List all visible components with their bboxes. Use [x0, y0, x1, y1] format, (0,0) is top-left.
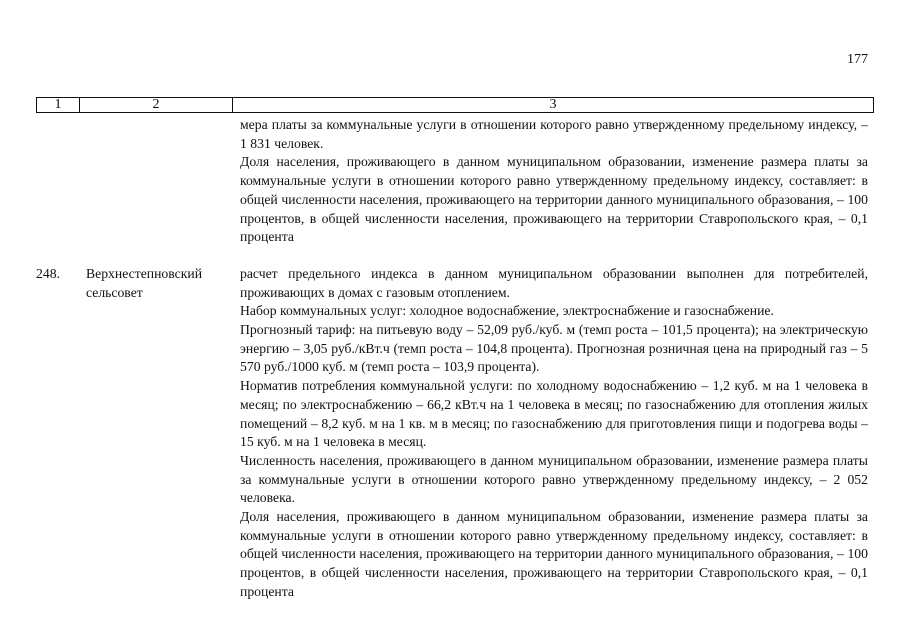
column-header-table [36, 97, 874, 113]
continued-entry-text-cell [240, 116, 868, 247]
entry-paragraph: Численность населения, проживающего в данном муниципальном образовании, изменение размера платы за коммунальные услуги в отношении которого равно утвержденному предельному индексу, – 2 052 человека. [240, 452, 868, 506]
entry-paragraph: Прогнозный тариф: на питьевую воду – 52,09 руб./куб. м (темп роста – 101,5 процента); на электрическую энергию – 3,05 руб./кВт.ч (темп роста – 104,8 процента). Прогнозная розничная цена на природный газ – 5 570 руб./1000 куб. м (темп роста – 103,9 процента). [240, 322, 868, 375]
entry-name-cell [86, 265, 240, 602]
continued-entry-paragraph: мера платы за коммунальные услуги в отношении которого равно утвержденному предельному индексу, – 1 831 человек. [240, 117, 868, 151]
column-header-row [37, 98, 874, 113]
continued-entry-paragraph: Доля населения, проживающего в данном муниципальном образовании, изменение размера платы за коммунальные услуги в отношении которого равно утвержденному предельному индексу, составляет: в общей численности населения, проживающего на территории данного муниципального образования, – 100 процентов, в общей численности населения, проживающего на территории Ставропольского края, – 0,1 процента [240, 154, 868, 245]
entry-name: Верхнестепновский сельсовет [86, 265, 203, 300]
continued-entry-name-cell [86, 116, 240, 247]
continued-entry-row [36, 116, 872, 247]
column-header-1: 1 [37, 98, 80, 113]
column-header-3: 3 [233, 98, 874, 113]
page-number: 177 [847, 52, 868, 67]
entry-paragraph: Доля населения, проживающего в данном муниципальном образовании, изменение размера платы за коммунальные услуги в отношении которого равно утвержденному предельному индексу, составляет: в общей численности населения, проживающего на территории данного муниципального образования, – 100 процентов, в общей численности населения, проживающего на территории Ставропольского края, – 0,1 процента [240, 509, 868, 599]
entry-paragraph: Норматив потребления коммунальной услуги: по холодному водоснабжению – 1,2 куб. м на 1 человека в месяц; по электроснабжению – 66,2 кВт.ч на 1 человека в месяц; по газоснабжению для отопления жилых помещений – 8,2 куб. м на 1 кв. м в месяц; по газоснабжению для приготовления пищи и подогрева воды – 15 куб. м на 1 человека в месяц. [240, 378, 868, 450]
entry-row-248 [36, 265, 872, 602]
entry-text-cell [240, 265, 868, 602]
entry-number-cell [36, 265, 86, 602]
entry-paragraph: Набор коммунальных услуг: холодное водоснабжение, электроснабжение и газоснабжение. [240, 303, 774, 319]
continued-entry-number-cell [36, 116, 86, 247]
entry-spacer [36, 247, 872, 265]
entry-paragraph: расчет предельного индекса в данном муниципальном образовании выполнен для потребителей, проживающих в домах с газовым отоплением. [240, 265, 868, 300]
entry-number: 248. [36, 265, 60, 281]
document-body [36, 116, 872, 602]
column-header-2: 2 [80, 98, 233, 113]
